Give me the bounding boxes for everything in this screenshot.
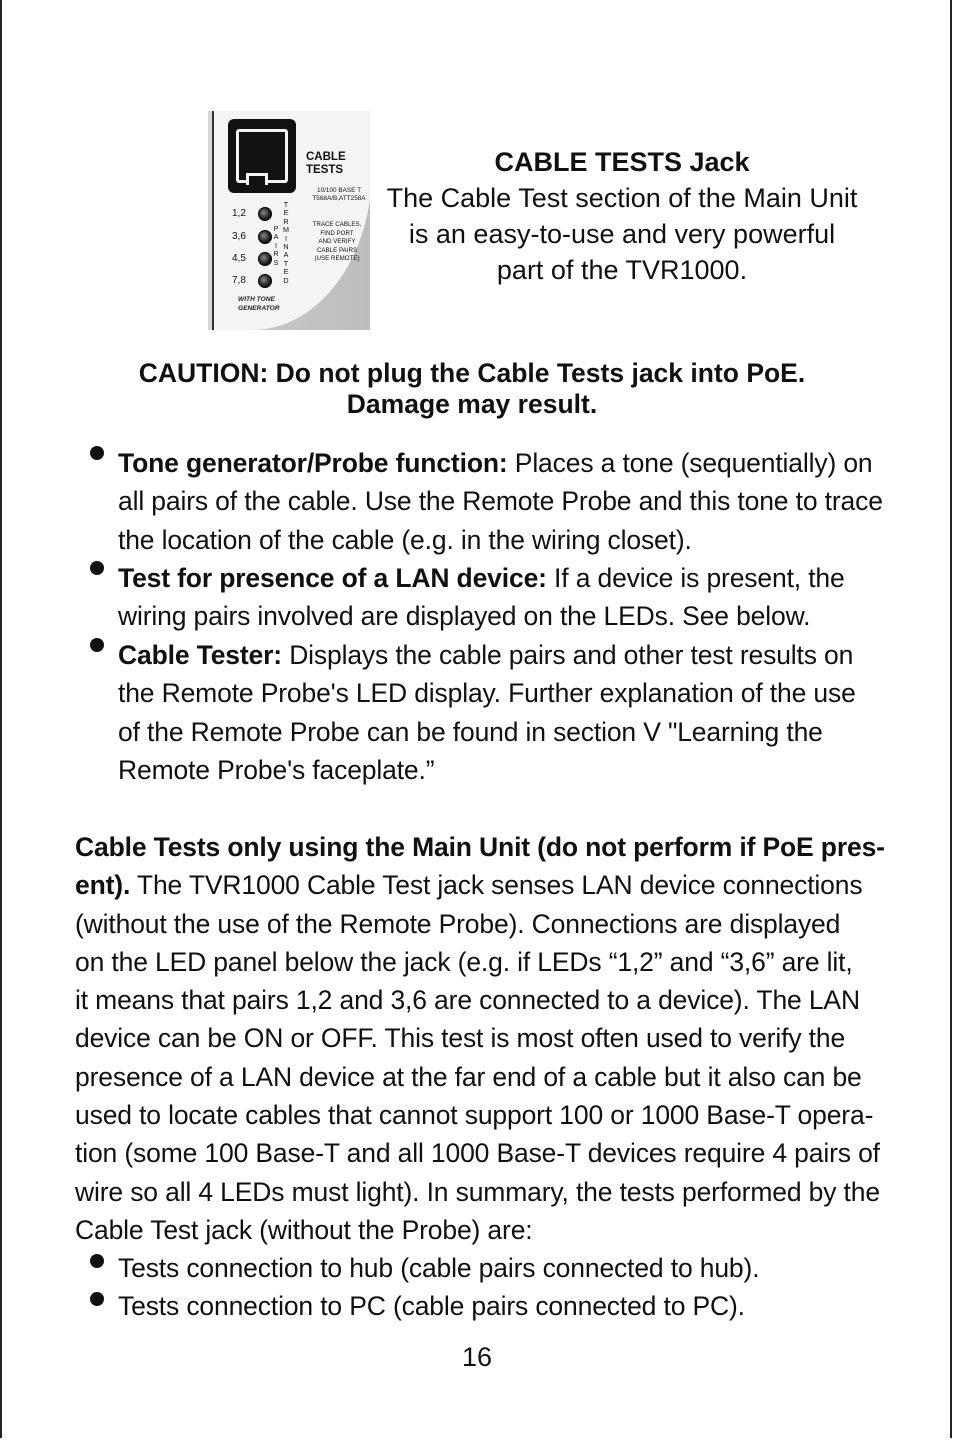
bullet-tone-generator: Tone generator/Probe function: Places a tone (sequentially) on all pairs of the cable. Use the Remote Probe and this tone to trace the location of the cable (e.g. in the wiring closet). bbox=[118, 448, 883, 555]
tone-generator-label: WITH TONE GENERATOR bbox=[238, 296, 280, 312]
section-title: CABLE TESTS Jack bbox=[494, 147, 750, 177]
bullet-term: Cable Tester: bbox=[118, 640, 282, 670]
test-item-pc: Tests connection to PC (cable pairs connected to PC). bbox=[118, 1291, 745, 1321]
bullet-term: Test for presence of a LAN device: bbox=[118, 563, 547, 593]
faceplate-title: CABLE TESTS bbox=[306, 151, 346, 176]
bullet-icon bbox=[90, 446, 104, 460]
pair-led-row: 1,2 bbox=[232, 207, 254, 221]
bullet-icon bbox=[90, 1254, 104, 1268]
pair-led-row: 7,8 bbox=[232, 274, 254, 288]
bullet-icon bbox=[90, 638, 104, 652]
intro-line: The Cable Test section of the Main Unit bbox=[386, 183, 858, 213]
section-intro bbox=[380, 144, 864, 288]
bullet-cable-tester: Cable Tester: Displays the cable pairs and other test results on the Remote Probe's LED display. Further explanation of the use of the Remote Probe can be found in section V "Learning the Remote Probe's faceplate.” bbox=[118, 640, 856, 785]
faceplate-spec: 10/100 BASE T T568A/B,ATT258A bbox=[312, 187, 366, 202]
led-indicator-icon bbox=[258, 274, 272, 288]
rj45-jack-icon bbox=[228, 119, 296, 193]
bullet-lan-device: Test for presence of a LAN device: If a device is present, the wiring pairs involved are displayed on the LEDs. See below. bbox=[118, 563, 845, 632]
caution-notice bbox=[0, 358, 944, 420]
pairs-vertical-label: P A I R S bbox=[273, 224, 279, 267]
main-unit-paragraph: Cable Tests only using the Main Unit (do not perform if PoE pres- ent). The TVR1000 Cable Test jack senses LAN device connections (without the use of the Remote Probe). Connections are displayed on the LED panel below the jack (e.g. if LEDs “1,2” and “3,6” are lit, it means that pairs 1,2 and 3,6 are connected to a device). The LAN device can be ON or OFF. This test is most often used to verify the presence of a LAN device at the far end of a cable but it also can be used to locate cables that cannot support 100 or 1000 Base-T opera- tion (some 100 Base-T and all 1000 Base-T devices require 4 pairs of wire so all 4 LEDs must light). In summary, the tests performed by the Cable Test jack (without the Probe) are: bbox=[75, 832, 885, 1245]
paragraph-heading: Cable Tests only using the Main Unit (do not perform if PoE pres- bbox=[75, 832, 885, 862]
pair-led-row: 4,5 bbox=[232, 252, 254, 266]
led-indicator-icon bbox=[258, 230, 272, 244]
terminated-vertical-label: T E R M I N A T E D bbox=[283, 200, 289, 285]
pair-led-row: 3,6 bbox=[232, 230, 254, 244]
test-item-hub: Tests connection to hub (cable pairs connected to hub). bbox=[118, 1253, 760, 1283]
intro-line: is an easy-to-use and very powerful bbox=[408, 219, 836, 249]
caution-line: CAUTION: Do not plug the Cable Tests jack into PoE. bbox=[138, 358, 806, 388]
caution-line: Damage may result. bbox=[346, 389, 598, 419]
faceplate-description: TRACE CABLES, FIND PORT AND VERIFY CABLE PAIRS (USE REMOTE) bbox=[312, 221, 362, 263]
cable-tests-faceplate-image bbox=[208, 111, 370, 330]
page-number: 16 bbox=[461, 1342, 493, 1372]
intro-line: part of the TVR1000. bbox=[496, 255, 748, 285]
bullet-term: Tone generator/Probe function: bbox=[118, 448, 508, 478]
faceplate-panel bbox=[212, 111, 370, 330]
led-indicator-icon bbox=[258, 252, 272, 266]
bullet-icon bbox=[90, 1292, 104, 1306]
led-indicator-icon bbox=[258, 207, 272, 221]
bullet-icon bbox=[90, 561, 104, 575]
